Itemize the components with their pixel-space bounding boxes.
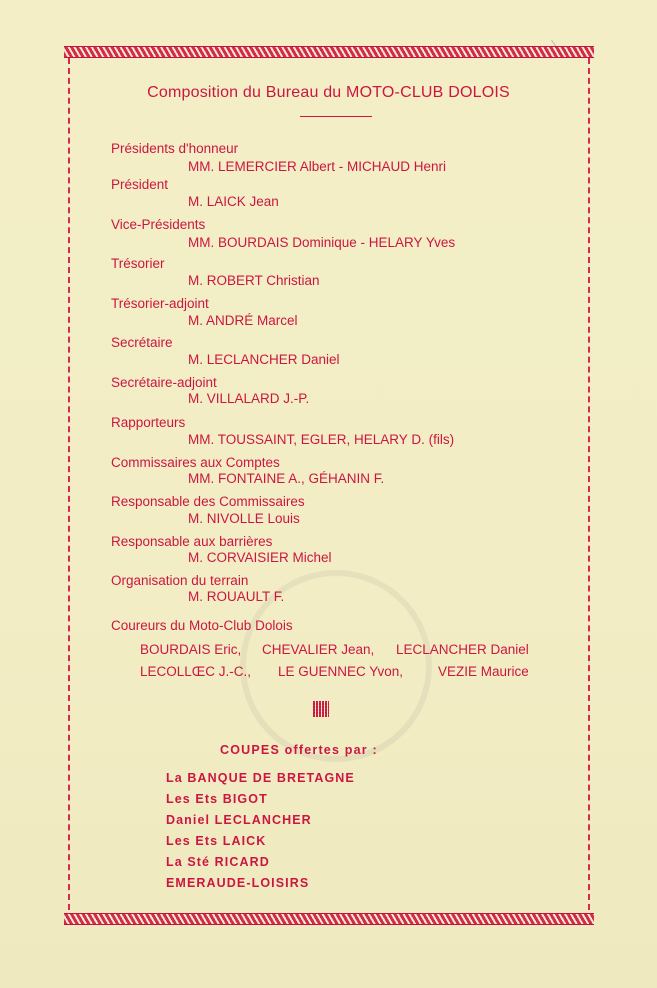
sponsor-item: Les Ets BIGOT — [166, 792, 268, 806]
role-members: M. LAICK Jean — [188, 194, 279, 209]
right-dashed-border — [588, 58, 590, 910]
role-members: M. LECLANCHER Daniel — [188, 352, 340, 367]
role-label: Trésorier — [111, 256, 165, 271]
role-members: M. NIVOLLE Louis — [188, 511, 300, 526]
role-label: Secrétaire — [111, 335, 173, 350]
sponsor-item: La BANQUE DE BRETAGNE — [166, 771, 355, 785]
rider-name: VEZIE Maurice — [438, 664, 529, 679]
role-label: Président — [111, 177, 169, 192]
role-label: Trésorier-adjoint — [111, 296, 209, 311]
role-members: M. ANDRÉ Marcel — [188, 313, 298, 328]
top-decorative-border — [64, 46, 594, 58]
role-members: M. ROBERT Christian — [188, 273, 320, 288]
role-members: M. ROUAULT F. — [188, 589, 285, 604]
sponsor-item: La Sté RICARD — [166, 855, 270, 869]
role-label: Rapporteurs — [111, 415, 186, 430]
rider-name: LECOLLŒC J.-C., — [140, 664, 252, 679]
role-members: MM. TOUSSAINT, EGLER, HELARY D. (fils) — [188, 432, 455, 447]
role-members: M. VILLALARD J.-P. — [188, 391, 310, 406]
rider-name: CHEVALIER Jean, — [262, 642, 375, 657]
riders-heading: Coureurs du Moto-Club Dolois — [111, 618, 293, 633]
role-members: M. CORVAISIER Michel — [188, 550, 332, 565]
role-label: Responsable aux barrières — [111, 534, 273, 549]
role-label: Secrétaire-adjoint — [111, 375, 217, 390]
sponsor-item: EMERAUDE-LOISIRS — [166, 876, 310, 890]
rider-name: LECLANCHER Daniel — [396, 642, 529, 657]
rider-name: LE GUENNEC Yvon, — [278, 664, 404, 679]
cups-heading: COUPES offertes par : — [220, 743, 378, 757]
title-underline — [300, 116, 372, 117]
left-dashed-border — [68, 58, 70, 910]
role-label: Responsable des Commissaires — [111, 494, 305, 509]
bottom-decorative-border — [64, 913, 594, 925]
grid-ornament-icon — [313, 701, 329, 717]
sponsor-item: Les Ets LAICK — [166, 834, 267, 848]
role-members: MM. BOURDAIS Dominique - HELARY Yves — [188, 235, 456, 250]
page-title: Composition du Bureau du MOTO-CLUB DOLOIS — [147, 84, 510, 101]
role-label: Présidents d'honneur — [111, 141, 239, 156]
role-members: MM. FONTAINE A., GÉHANIN F. — [188, 471, 385, 486]
role-label: Commissaires aux Comptes — [111, 455, 280, 470]
sponsor-item: Daniel LECLANCHER — [166, 813, 312, 827]
rider-name: BOURDAIS Eric, — [140, 642, 242, 657]
role-label: Organisation du terrain — [111, 573, 249, 588]
role-members: MM. LEMERCIER Albert - MICHAUD Henri — [188, 159, 447, 174]
role-label: Vice-Présidents — [111, 217, 206, 232]
